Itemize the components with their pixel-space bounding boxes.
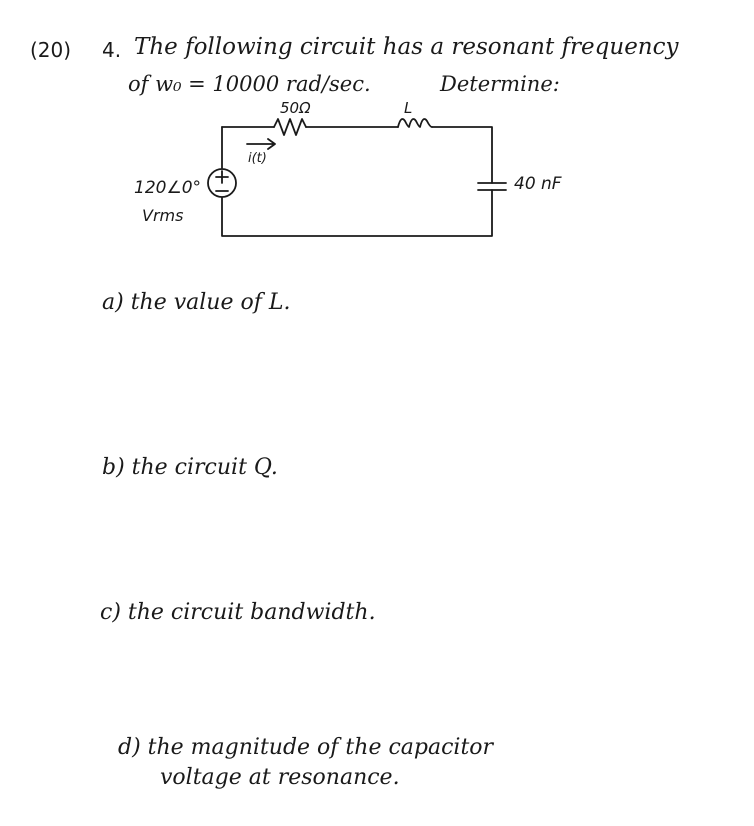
current-arrow — [247, 139, 275, 149]
part-d-line-1: d) the magnitude of the capacitor — [118, 735, 494, 760]
question-text-line-1: The following circuit has a resonant frequency — [134, 34, 679, 60]
resistor-label: 50Ω — [280, 99, 311, 117]
capacitor-label: 40 nF — [514, 174, 562, 194]
determine-label: Determine: — [440, 72, 560, 96]
source-value-label: 120∠0° — [134, 178, 202, 198]
question-number: 4. — [102, 38, 122, 62]
part-c: c) the circuit bandwidth. — [100, 600, 376, 625]
part-d-line-2: voltage at resonance. — [160, 765, 400, 790]
current-label: i(t) — [248, 151, 267, 166]
resistor-symbol — [274, 119, 306, 135]
bottom-wire — [222, 190, 492, 236]
inductor-symbol — [398, 119, 432, 127]
part-a: a) the value of L. — [102, 290, 291, 315]
points-label: (20) — [30, 38, 72, 62]
inductor-label: L — [404, 99, 413, 117]
question-text-line-2: of w₀ = 10000 rad/sec. — [128, 72, 371, 96]
top-wire-right — [432, 127, 492, 183]
source-units-label: Vrms — [142, 206, 184, 225]
part-b: b) the circuit Q. — [102, 455, 278, 480]
source-plus-sign — [216, 171, 228, 183]
